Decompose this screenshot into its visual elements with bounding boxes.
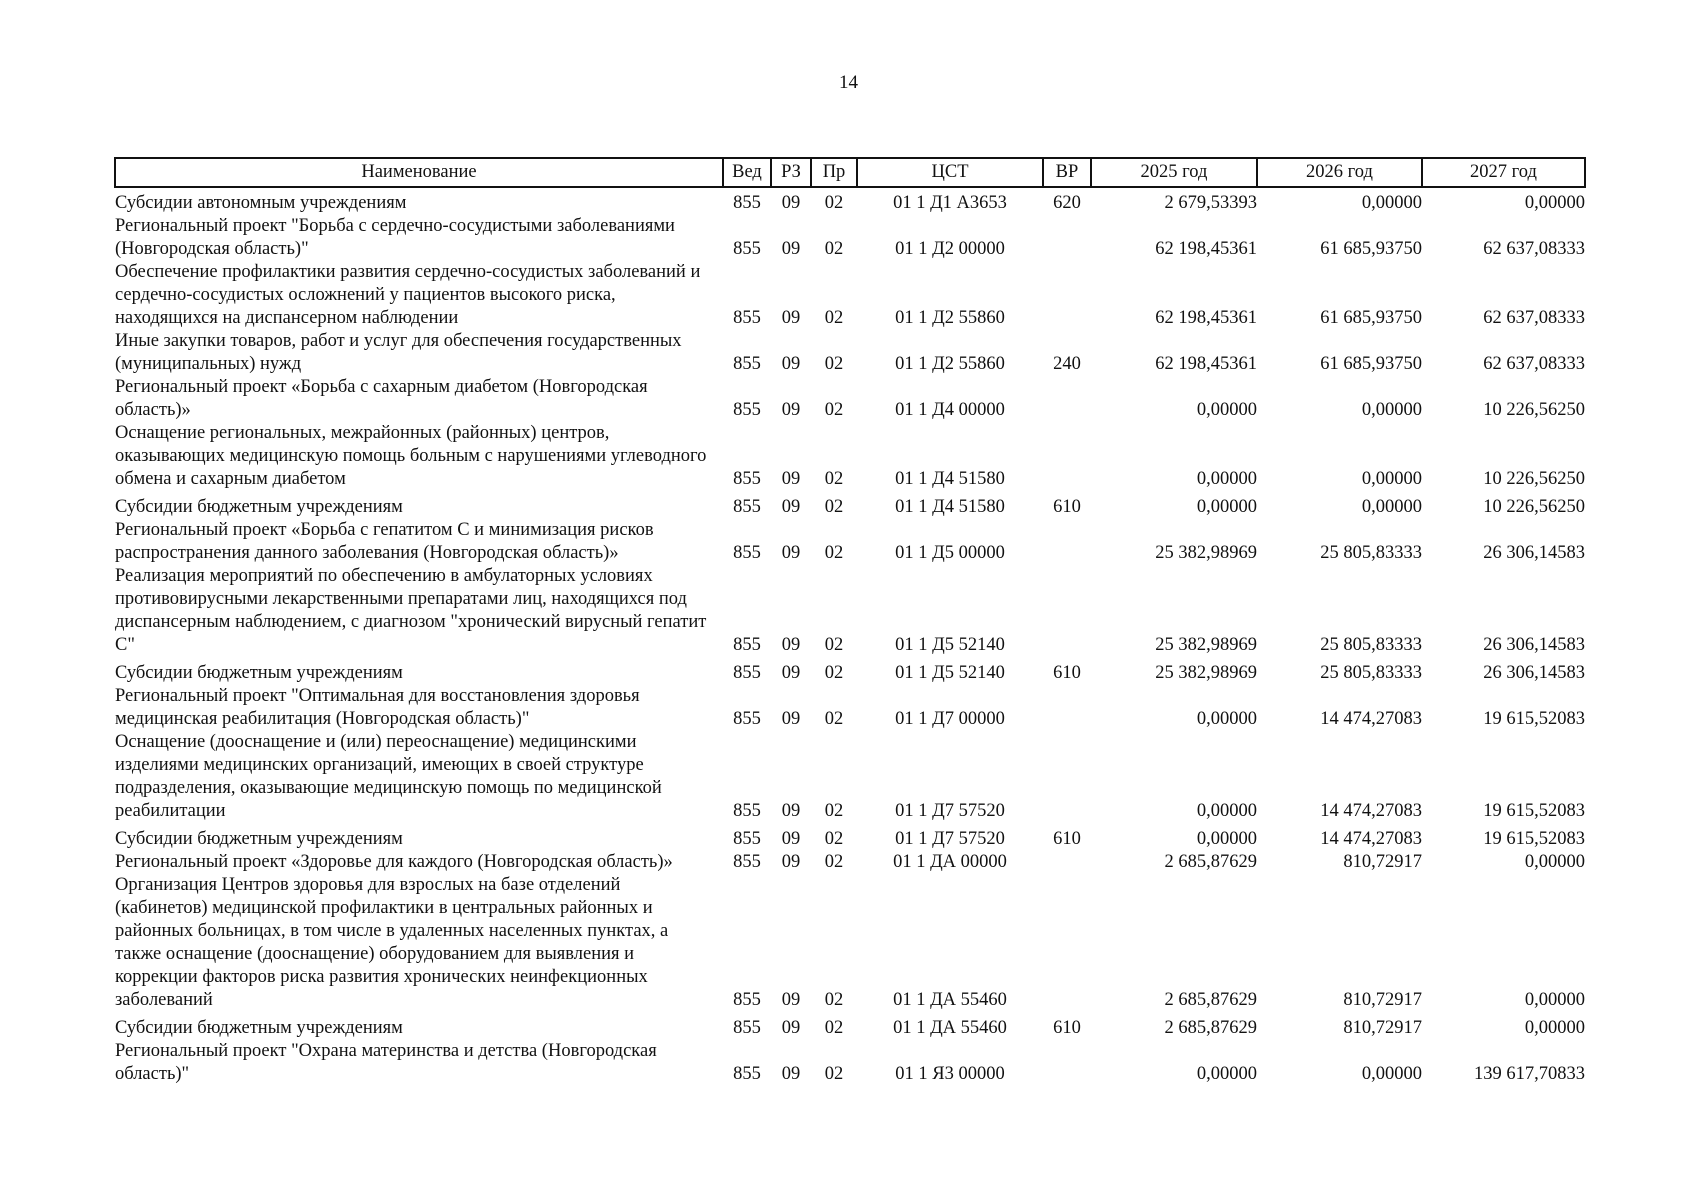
- row-2026: 61 685,93750: [1320, 308, 1422, 328]
- row-2026: 0,00000: [1361, 400, 1422, 420]
- row-2026: 14 474,27083: [1320, 801, 1422, 821]
- header-2026: 2026 год: [1257, 158, 1422, 187]
- row-cst: 01 1 Д7 00000: [895, 709, 1005, 729]
- table-row: [115, 491, 1585, 519]
- row-pr: 02: [824, 829, 844, 849]
- row-2026: 14 474,27083: [1320, 709, 1422, 729]
- row-2025: 0,00000: [1196, 469, 1257, 489]
- row-pr: 02: [824, 709, 844, 729]
- row-2025: 62 198,45361: [1155, 239, 1257, 259]
- row-vr: [1043, 731, 1091, 823]
- row-name: Региональный проект «Здоровье для каждого (Новгородская область)»: [115, 852, 673, 872]
- header-2027: 2027 год: [1422, 158, 1585, 187]
- row-name: Региональный проект «Борьба с сахарным диабетом (Новгородская область)»: [115, 377, 648, 420]
- row-ved: 855: [733, 308, 761, 328]
- row-2025: 25 382,98969: [1155, 635, 1257, 655]
- row-vr: [1043, 685, 1091, 731]
- table-row: [115, 215, 1585, 261]
- row-2027: 0,00000: [1524, 852, 1585, 872]
- row-pr: 02: [824, 400, 844, 420]
- row-cst: 01 1 ДА 55460: [893, 1018, 1007, 1038]
- table-row: [115, 261, 1585, 330]
- row-name: Региональный проект "Охрана материнства и детства (Новгородская область)": [115, 1041, 657, 1084]
- table-row: [115, 685, 1585, 731]
- row-2027: 139 617,70833: [1474, 1064, 1585, 1084]
- table-body: [115, 187, 1585, 1086]
- row-vr: [1043, 422, 1091, 491]
- table-row: [115, 376, 1585, 422]
- table-row: [115, 823, 1585, 851]
- row-vr: 610: [1053, 663, 1081, 683]
- row-ved: 855: [733, 1018, 761, 1038]
- row-name: Субсидии бюджетным учреждениям: [115, 1018, 403, 1038]
- row-2027: 10 226,56250: [1483, 400, 1585, 420]
- row-2027: 26 306,14583: [1483, 663, 1585, 683]
- header-vr: ВР: [1043, 158, 1091, 187]
- row-cst: 01 1 Д5 00000: [895, 543, 1005, 563]
- row-vr: [1043, 1040, 1091, 1086]
- table-row: [115, 1040, 1585, 1086]
- row-2026: 0,00000: [1361, 193, 1422, 213]
- table-header-row: [115, 158, 1585, 187]
- table-row: [115, 519, 1585, 565]
- row-name: Субсидии автономным учреждениям: [115, 193, 407, 213]
- row-2026: 0,00000: [1361, 1064, 1422, 1084]
- header-2025: 2025 год: [1091, 158, 1257, 187]
- row-2027: 10 226,56250: [1483, 497, 1585, 517]
- row-cst: 01 1 Д7 57520: [895, 801, 1005, 821]
- table-row: [115, 1012, 1585, 1040]
- row-cst: 01 1 Д5 52140: [895, 635, 1005, 655]
- row-ved: 855: [733, 801, 761, 821]
- page-number: 14: [839, 72, 858, 93]
- row-pr: 02: [824, 239, 844, 259]
- row-rz: 09: [781, 852, 801, 872]
- row-pr: 02: [824, 497, 844, 517]
- row-vr: [1043, 565, 1091, 657]
- row-vr: 610: [1053, 497, 1081, 517]
- row-rz: 09: [781, 635, 801, 655]
- row-cst: 01 1 Я3 00000: [895, 1064, 1005, 1084]
- row-2027: 62 637,08333: [1483, 354, 1585, 374]
- header-name: Наименование: [115, 158, 723, 187]
- row-2025: 0,00000: [1196, 801, 1257, 821]
- row-name: Региональный проект "Оптимальная для восстановления здоровья медицинская реабилитация (Новгородская область)": [115, 686, 640, 729]
- row-2025: 62 198,45361: [1155, 308, 1257, 328]
- row-pr: 02: [824, 308, 844, 328]
- budget-table: [114, 157, 1586, 1086]
- row-2025: 0,00000: [1196, 1064, 1257, 1084]
- table-row: [115, 657, 1585, 685]
- row-rz: 09: [781, 543, 801, 563]
- row-2027: 62 637,08333: [1483, 239, 1585, 259]
- header-ved: Вед: [723, 158, 771, 187]
- row-ved: 855: [733, 497, 761, 517]
- row-ved: 855: [733, 829, 761, 849]
- row-2027: 26 306,14583: [1483, 543, 1585, 563]
- row-2025: 0,00000: [1196, 829, 1257, 849]
- table-row: [115, 422, 1585, 491]
- row-ved: 855: [733, 1064, 761, 1084]
- row-2027: 10 226,56250: [1483, 469, 1585, 489]
- row-ved: 855: [733, 239, 761, 259]
- row-vr: [1043, 376, 1091, 422]
- row-name: Иные закупки товаров, работ и услуг для обеспечения государственных (муниципальных) нужд: [115, 331, 682, 374]
- row-ved: 855: [733, 469, 761, 489]
- row-rz: 09: [781, 709, 801, 729]
- row-2027: 19 615,52083: [1483, 829, 1585, 849]
- row-2026: 14 474,27083: [1320, 829, 1422, 849]
- row-rz: 09: [781, 990, 801, 1010]
- row-cst: 01 1 Д1 А3653: [893, 193, 1007, 213]
- row-2025: 2 685,87629: [1164, 1018, 1257, 1038]
- row-cst: 01 1 Д2 00000: [895, 239, 1005, 259]
- row-cst: 01 1 Д7 57520: [895, 829, 1005, 849]
- row-2026: 25 805,83333: [1320, 543, 1422, 563]
- row-cst: 01 1 ДА 55460: [893, 990, 1007, 1010]
- row-name: Оснащение (дооснащение и (или) переоснащение) медицинскими изделиями медицинских организаций, имеющих в своей структуре подразделения, оказывающие медицинскую помощь по медицинской реабилитации: [115, 732, 662, 821]
- row-ved: 855: [733, 852, 761, 872]
- row-cst: 01 1 Д5 52140: [895, 663, 1005, 683]
- row-cst: 01 1 Д4 00000: [895, 400, 1005, 420]
- row-2027: 0,00000: [1524, 1018, 1585, 1038]
- row-2025: 0,00000: [1196, 709, 1257, 729]
- row-rz: 09: [781, 400, 801, 420]
- row-cst: 01 1 ДА 00000: [893, 852, 1007, 872]
- row-name: Региональный проект «Борьба с гепатитом С и минимизация рисков распространения данного заболевания (Новгородская область)»: [115, 520, 654, 563]
- row-name: Обеспечение профилактики развития сердечно-сосудистых заболеваний и сердечно-сосудистых осложнений у пациентов высокого риска, находящихся на диспансерном наблюдении: [115, 262, 701, 328]
- row-2027: 62 637,08333: [1483, 308, 1585, 328]
- row-2026: 25 805,83333: [1320, 635, 1422, 655]
- row-rz: 09: [781, 663, 801, 683]
- header-pr: Пр: [811, 158, 857, 187]
- row-2026: 61 685,93750: [1320, 239, 1422, 259]
- row-2026: 0,00000: [1361, 469, 1422, 489]
- row-ved: 855: [733, 635, 761, 655]
- row-name: Региональный проект "Борьба с сердечно-сосудистыми заболеваниями (Новгородская область)": [115, 216, 675, 259]
- row-pr: 02: [824, 354, 844, 374]
- row-2025: 2 679,53393: [1164, 193, 1257, 213]
- row-pr: 02: [824, 635, 844, 655]
- row-ved: 855: [733, 400, 761, 420]
- row-2026: 810,72917: [1343, 852, 1422, 872]
- row-rz: 09: [781, 497, 801, 517]
- row-pr: 02: [824, 193, 844, 213]
- row-2026: 810,72917: [1343, 990, 1422, 1010]
- row-2027: 19 615,52083: [1483, 709, 1585, 729]
- row-vr: 240: [1053, 354, 1081, 374]
- row-2027: 19 615,52083: [1483, 801, 1585, 821]
- row-2026: 0,00000: [1361, 497, 1422, 517]
- row-vr: [1043, 874, 1091, 1012]
- row-name: Субсидии бюджетным учреждениям: [115, 497, 403, 517]
- table-row: [115, 731, 1585, 823]
- row-cst: 01 1 Д2 55860: [895, 308, 1005, 328]
- header-rz: РЗ: [771, 158, 811, 187]
- header-cst: ЦСТ: [857, 158, 1043, 187]
- row-2025: 25 382,98969: [1155, 663, 1257, 683]
- row-vr: [1043, 215, 1091, 261]
- row-pr: 02: [824, 1064, 844, 1084]
- row-name: Реализация мероприятий по обеспечению в амбулаторных условиях противовирусными лекарственными препаратами лиц, находящихся под диспансерным наблюдением, с диагнозом "хронический вирусный гепатит С": [115, 566, 707, 655]
- row-2025: 0,00000: [1196, 400, 1257, 420]
- row-2025: 62 198,45361: [1155, 354, 1257, 374]
- row-cst: 01 1 Д4 51580: [895, 469, 1005, 489]
- table-row: [115, 187, 1585, 215]
- row-name: Оснащение региональных, межрайонных (районных) центров, оказывающих медицинскую помощь больным с нарушениями углеводного обмена и сахарным диабетом: [115, 423, 707, 489]
- row-2027: 0,00000: [1524, 990, 1585, 1010]
- row-pr: 02: [824, 1018, 844, 1038]
- row-name: Организация Центров здоровья для взрослых на базе отделений (кабинетов) медицинской профилактики в центральных районных и районных больницах, в том числе в удаленных населенных пунктах, а также оснащение (дооснащение) оборудованием для выявления и коррекции факторов риска развития хронических неинфекционных заболеваний: [115, 875, 669, 1010]
- row-rz: 09: [781, 308, 801, 328]
- row-pr: 02: [824, 469, 844, 489]
- row-2025: 25 382,98969: [1155, 543, 1257, 563]
- row-vr: 620: [1053, 193, 1081, 213]
- row-2027: 0,00000: [1524, 193, 1585, 213]
- row-rz: 09: [781, 1064, 801, 1084]
- row-cst: 01 1 Д4 51580: [895, 497, 1005, 517]
- row-vr: [1043, 851, 1091, 874]
- row-ved: 855: [733, 709, 761, 729]
- row-2026: 25 805,83333: [1320, 663, 1422, 683]
- row-ved: 855: [733, 354, 761, 374]
- row-pr: 02: [824, 852, 844, 872]
- row-ved: 855: [733, 663, 761, 683]
- row-rz: 09: [781, 354, 801, 374]
- row-2025: 2 685,87629: [1164, 990, 1257, 1010]
- row-2025: 0,00000: [1196, 497, 1257, 517]
- row-ved: 855: [733, 193, 761, 213]
- row-rz: 09: [781, 1018, 801, 1038]
- row-cst: 01 1 Д2 55860: [895, 354, 1005, 374]
- table-row: [115, 330, 1585, 376]
- row-pr: 02: [824, 801, 844, 821]
- table-row: [115, 851, 1585, 874]
- row-2026: 61 685,93750: [1320, 354, 1422, 374]
- row-rz: 09: [781, 469, 801, 489]
- row-rz: 09: [781, 801, 801, 821]
- row-rz: 09: [781, 239, 801, 259]
- table-row: [115, 565, 1585, 657]
- row-vr: 610: [1053, 829, 1081, 849]
- row-name: Субсидии бюджетным учреждениям: [115, 829, 403, 849]
- row-vr: [1043, 519, 1091, 565]
- row-2025: 2 685,87629: [1164, 852, 1257, 872]
- table-row: [115, 874, 1585, 1012]
- row-pr: 02: [824, 663, 844, 683]
- row-vr: [1043, 261, 1091, 330]
- row-pr: 02: [824, 990, 844, 1010]
- row-name: Субсидии бюджетным учреждениям: [115, 663, 403, 683]
- row-2027: 26 306,14583: [1483, 635, 1585, 655]
- row-2026: 810,72917: [1343, 1018, 1422, 1038]
- row-ved: 855: [733, 990, 761, 1010]
- row-ved: 855: [733, 543, 761, 563]
- row-pr: 02: [824, 543, 844, 563]
- row-rz: 09: [781, 829, 801, 849]
- row-vr: 610: [1053, 1018, 1081, 1038]
- row-rz: 09: [781, 193, 801, 213]
